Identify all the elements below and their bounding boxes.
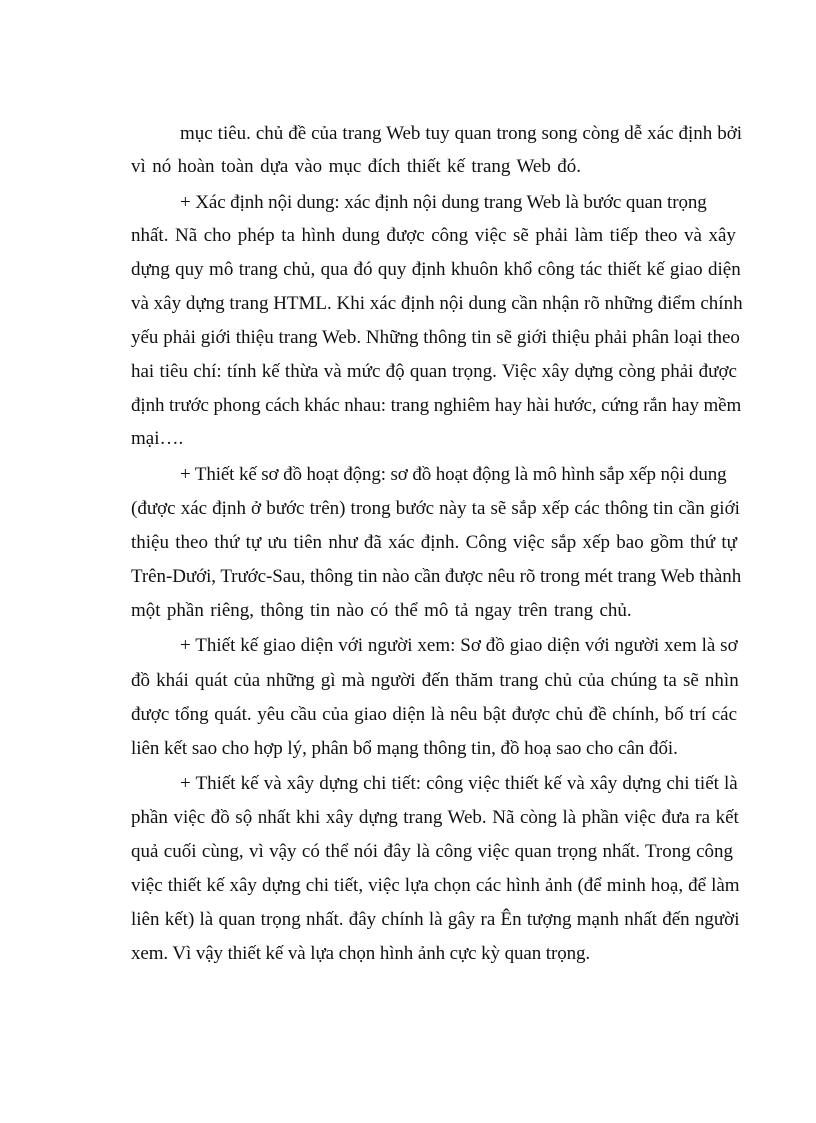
text-line: + Thiết kế giao diện với người xem: Sơ đồ giao diện với người xem là sơ	[180, 635, 738, 656]
text-line: được tổng quát. yêu cầu của giao diện là nêu bật được chủ đề chính, bố trí các	[131, 704, 738, 725]
text-line: + Thiết kế và xây dựng chi tiết: công việc thiết kế và xây dựng chi tiết là	[180, 773, 738, 794]
text-line: nhất. Nã cho phép ta hình dung được công việc sẽ phải làm tiếp theo và xây	[131, 225, 736, 246]
text-line: định trước phong cách khác nhau: trang nghiêm hay hài hước, cứng rắn hay mềm	[131, 395, 742, 416]
text-line: liên kết sao cho hợp lý, phân bổ mạng thông tin, đồ hoạ sao cho cân đối.	[131, 738, 678, 759]
text-line: phần việc đồ sộ nhất khi xây dựng trang Web. Nã còng là phần việc đưa ra kết	[131, 807, 739, 828]
text-line: dựng quy mô trang chủ, qua đó quy định khuôn khổ công tác thiết kế giao diện	[131, 259, 741, 280]
text-line: một phần riêng, thông tin nào có thể mô tả ngay trên trang chủ.	[131, 600, 632, 621]
text-line: (được xác định ở bước trên) trong bước này ta sẽ sắp xếp các thông tin cần giới	[131, 498, 740, 519]
text-line: liên kết) là quan trọng nhất. đây chính là gây ra Ên tượng mạnh nhất đến người	[131, 909, 740, 930]
text-line: + Thiết kế sơ đồ hoạt động: sơ đồ hoạt động là mô hình sắp xếp nội dung	[180, 464, 727, 485]
text-line: mại….	[131, 428, 184, 449]
text-line: xem. Vì vậy thiết kế và lựa chọn hình ảnh cực kỳ quan trọng.	[131, 943, 591, 964]
text-line: vì nó hoàn toàn dựa vào mục đích thiết kế trang Web đó.	[131, 156, 582, 177]
text-line: và xây dựng trang HTML. Khi xác định nội dung cần nhận rõ những điểm chính	[131, 293, 743, 314]
text-line: yếu phải giới thiệu trang Web. Những thông tin sẽ giới thiệu phải phân loại theo	[131, 327, 740, 348]
text-line: Trên-Dưới, Trước-Sau, thông tin nào cần được nêu rõ trong mét trang Web thành	[131, 566, 742, 587]
text-line: thiệu theo thứ tự ưu tiên như đã xác định. Công việc sắp xếp bao gồm thứ tự	[131, 532, 737, 553]
text-line: mục tiêu. chủ đề của trang Web tuy quan trong song còng dễ xác định bởi	[180, 123, 743, 144]
text-line: + Xác định nội dung: xác định nội dung trang Web là bước quan trọng	[180, 192, 707, 213]
text-line: quả cuối cùng, vì vậy có thể nói đây là công việc quan trọng nhất. Trong công	[131, 841, 734, 862]
text-line: việc thiết kế xây dựng chi tiết, việc lựa chọn các hình ảnh (để minh hoạ, để làm	[131, 875, 740, 896]
text-line: đồ khái quát của những gì mà người đến thăm trang chủ của chúng ta sẽ nhìn	[131, 670, 739, 691]
text-line: hai tiêu chí: tính kế thừa và mức độ quan trọng. Việc xây dựng còng phải được	[131, 361, 737, 382]
